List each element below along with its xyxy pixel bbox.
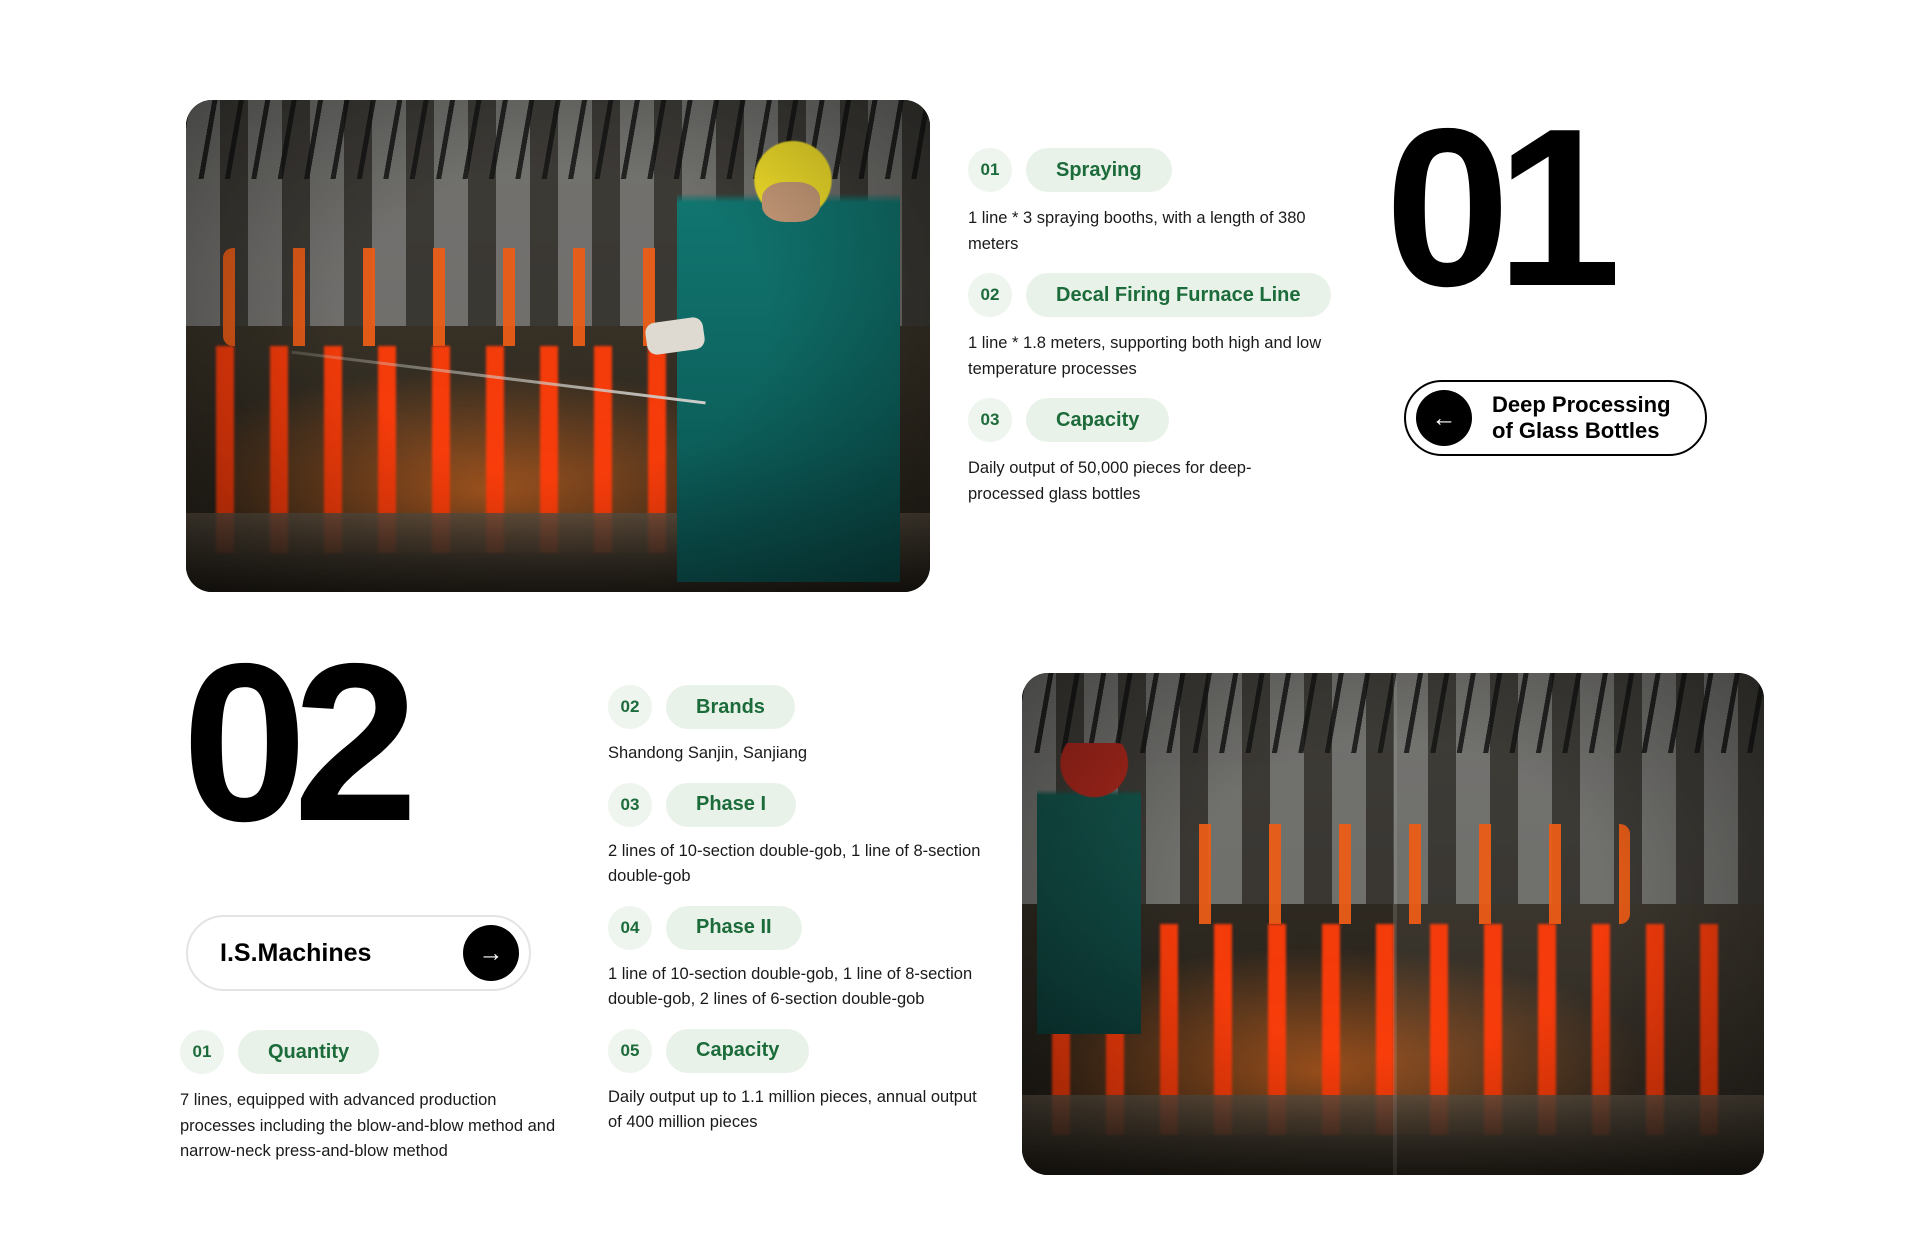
section-number-01: 01 xyxy=(1385,81,1608,333)
list-item xyxy=(968,273,1368,382)
item-label: Spraying xyxy=(1026,148,1172,192)
item-text: 1 line * 3 spraying booths, with a length of 380 meters xyxy=(968,209,1306,253)
cta-label xyxy=(1492,392,1671,445)
cta-label-line1: Deep Processing xyxy=(1492,391,1671,417)
cta-label: I.S.Machines xyxy=(220,938,372,967)
list-item xyxy=(968,148,1368,257)
section-01-spec-list xyxy=(968,148,1368,523)
photo-vignette xyxy=(186,100,930,592)
item-label: Phase I xyxy=(666,783,796,827)
item-index: 03 xyxy=(968,398,1012,442)
item-index: 02 xyxy=(608,685,652,729)
item-label: Capacity xyxy=(1026,398,1169,442)
item-index: 03 xyxy=(608,783,652,827)
list-item xyxy=(608,783,1008,890)
list-item xyxy=(608,906,1008,1013)
item-index: 04 xyxy=(608,906,652,950)
cta-label-line2: of Glass Bottles xyxy=(1492,418,1660,443)
item-label: Decal Firing Furnace Line xyxy=(1026,273,1331,317)
item-label: Quantity xyxy=(238,1030,379,1074)
photo-glass-bottle-forming-line xyxy=(186,100,930,592)
item-label: Brands xyxy=(666,685,795,729)
item-index: 02 xyxy=(968,273,1012,317)
item-text: Daily output of 50,000 pieces for deep-processed glass bottles xyxy=(968,459,1252,503)
item-index: 05 xyxy=(608,1029,652,1073)
arrow-left-icon: ← xyxy=(1416,390,1472,446)
item-label: Capacity xyxy=(666,1029,809,1073)
arrow-right-icon: → xyxy=(463,925,519,981)
deep-processing-cta[interactable] xyxy=(1404,380,1707,456)
item-text: 1 line of 10-section double-gob, 1 line of 8-section double-gob, 2 lines of 6-section double-gob xyxy=(608,964,973,1009)
item-text: 1 line * 1.8 meters, supporting both high and low temperature processes xyxy=(968,334,1322,378)
list-item xyxy=(180,1030,580,1165)
item-index: 01 xyxy=(968,148,1012,192)
section-02-left-list xyxy=(180,1030,580,1165)
list-item xyxy=(968,398,1368,507)
list-item xyxy=(608,1029,1008,1136)
item-text: 2 lines of 10-section double-gob, 1 line of 8-section double-gob xyxy=(608,841,981,886)
item-index: 01 xyxy=(180,1030,224,1074)
item-label: Phase II xyxy=(666,906,802,950)
section-02-spec-list xyxy=(608,685,1008,1152)
list-item xyxy=(608,685,1008,767)
is-machines-cta[interactable] xyxy=(186,915,531,991)
item-text: Shandong Sanjin, Sanjiang xyxy=(608,744,808,762)
item-text: 7 lines, equipped with advanced production processes including the blow-and-blow method and narrow-neck press-and-blow method xyxy=(180,1091,556,1161)
item-text: Daily output up to 1.1 million pieces, annual output of 400 million pieces xyxy=(608,1087,977,1132)
photo-vignette xyxy=(1022,673,1764,1175)
photo-is-machine-line xyxy=(1022,673,1764,1175)
section-number-02: 02 xyxy=(182,616,405,868)
